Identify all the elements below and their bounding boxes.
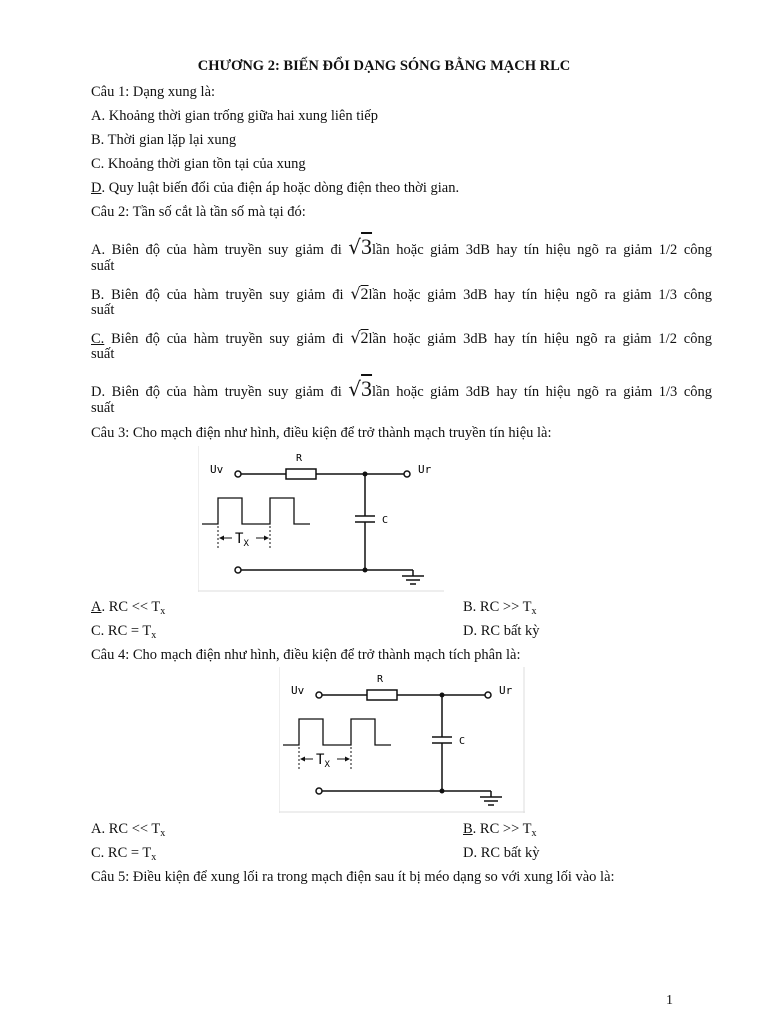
q2-a-post: lần hoặc giảm 3dB hay tín hiệu ngõ ra giảm 1/2 công [372,242,713,258]
output-terminal [404,471,410,477]
output-label: Ur [418,463,432,476]
subscript: x [160,606,166,617]
q2-b-pre: B. Biên độ của hàm truyền suy giảm đi [91,287,344,303]
q4-option-c [91,845,156,863]
capacitor-label: C [459,736,466,747]
q2-d-post: lần hoặc giảm 3dB hay tín hiệu ngõ ra giảm 1/3 công [372,384,713,400]
q1-option-c: C. Khoảng thời gian tồn tại của xung [91,156,306,172]
q4-option-d: D. RC bất kỳ [463,845,540,861]
q4-answer-letter: B [463,821,473,837]
q5-question: Câu 5: Điều kiện để xung lối ra trong mạch điện sau ít bị méo dạng so với xung lối vào là: [91,869,615,885]
pulse-waveform [283,719,391,745]
input-label: Uv [210,463,224,476]
q3-b-text: B. RC >> T [463,599,532,615]
subscript: x [151,630,157,641]
q4-option-a [91,821,165,839]
q1-option-d [91,180,459,197]
q3-a-text: . RC << T [101,599,161,615]
period-label: $T_X$ [316,752,330,770]
q2-d-suat: suất [91,400,115,416]
q2-b-post: lần hoặc giảm 3dB hay tín hiệu ngõ ra giảm 1/3 công [368,287,712,303]
q2-option-c [91,328,712,348]
q2-a-pre: A. Biên độ của hàm truyền suy giảm đi [91,242,342,258]
period-label: $T_X$ [235,531,249,549]
output-terminal [485,692,491,698]
resistor [367,690,397,700]
q2-option-a [91,234,712,260]
q4-a-text: A. RC << T [91,821,161,837]
q4-b-text: . RC >> T [472,821,532,837]
q3-option-c [91,623,156,641]
pulse-waveform [202,498,310,524]
rc-circuit-diagram-1 [198,446,444,592]
q2-c-suat: suất [91,346,115,362]
subscript: x [531,606,537,617]
rc-circuit-diagram-2 [279,667,525,813]
q2-option-b [91,284,712,304]
q3-answer-letter: A [91,599,102,615]
subscript: x [151,852,157,863]
subscript: x [160,828,166,839]
input-terminal [316,692,322,698]
q3-c-text: C. RC = T [91,623,152,639]
output-label: Ur [499,684,513,697]
q1-answer-letter: D [91,180,102,196]
sqrt-radicand: 3 [361,234,373,259]
q1-option-b: B. Thời gian lặp lại xung [91,132,237,148]
subscript: x [531,828,537,839]
q2-c-pre: Biên độ của hàm truyền suy giảm đi [104,331,344,347]
sqrt-3-symbol: √3 [348,376,373,401]
sqrt-2-symbol: √2 [350,328,369,347]
q2-question: Câu 2: Tần số cắt là tần số mà tại đó: [91,204,306,220]
sqrt-radicand: 3 [361,376,373,401]
capacitor-label: C [382,515,389,526]
input-label: Uv [291,684,305,697]
q2-c-post: lần hoặc giảm 3dB hay tín hiệu ngõ ra giảm 1/2 công [368,331,712,347]
sqrt-radicand: 2 [360,330,369,347]
sqrt-2-symbol: √2 [350,284,369,303]
input-terminal [235,471,241,477]
q4-question: Câu 4: Cho mạch điện như hình, điều kiện để trở thành mạch tích phân là: [91,647,521,663]
q2-b-suat: suất [91,302,115,318]
q3-option-b [463,599,536,617]
resistor [286,469,316,479]
q2-answer-letter: C. [91,331,105,347]
q3-question: Câu 3: Cho mạch điện như hình, điều kiện để trở thành mạch truyền tín hiệu là: [91,425,552,441]
sqrt-radicand: 2 [360,286,369,303]
ground-terminal-left [316,788,322,794]
resistor-label: R [377,674,384,685]
q2-a-suat: suất [91,258,115,274]
q1-question: Câu 1: Dạng xung là: [91,84,216,100]
q3-option-a [91,599,165,617]
ground-terminal-left [235,567,241,573]
page-number: 1 [666,993,673,1008]
q2-option-d [91,376,712,402]
chapter-title: CHƯƠNG 2: BIẾN ĐỔI DẠNG SÓNG BẰNG MẠCH RLC [197,58,571,74]
q2-d-pre: D. Biên độ của hàm truyền suy giảm đi [91,384,342,400]
q1-option-a: A. Khoảng thời gian trống giữa hai xung liên tiếp [91,108,378,124]
resistor-label: R [296,453,303,464]
q4-c-text: C. RC = T [91,845,152,861]
q4-option-b [463,821,536,839]
q1-option-d-text: . Quy luật biến đổi của điện áp hoặc dòng điện theo thời gian. [101,180,460,196]
q3-option-d: D. RC bất kỳ [463,623,540,639]
sqrt-3-symbol: √3 [348,234,373,259]
